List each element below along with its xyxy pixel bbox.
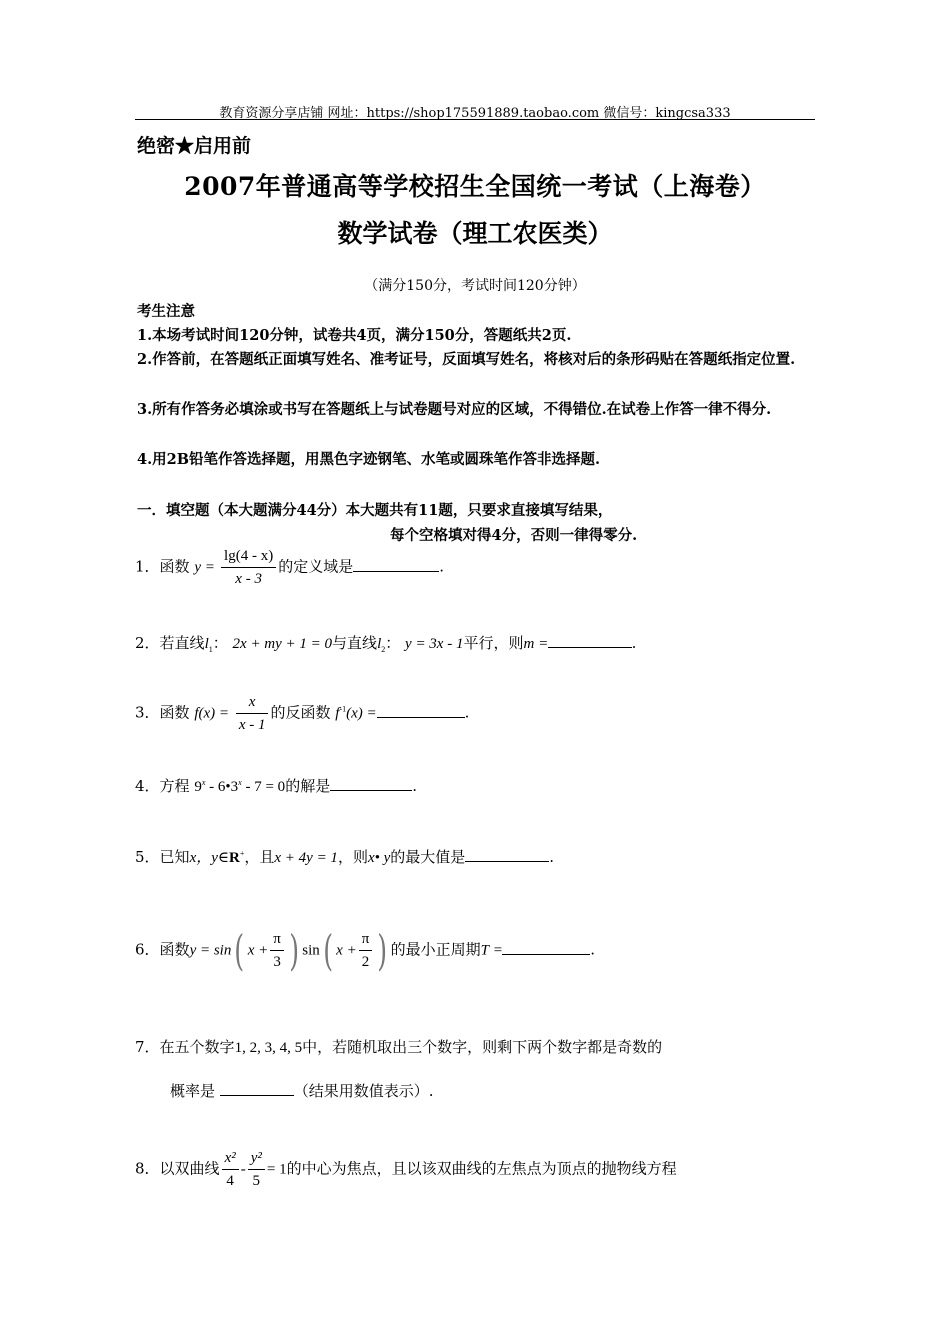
question-5: 5．已知x，y∈R+，且x + 4y = 1，则x• y的最大值是 . xyxy=(135,848,555,866)
notice-heading: 考生注意 xyxy=(137,303,195,320)
right-paren: ) xyxy=(377,925,388,975)
exam-subtitle: 数学试卷（理工农医类） xyxy=(337,219,613,248)
notice-item: 2.作答前，在答题纸正面填写姓名、准考证号，反面填写姓名，将核对后的条形码贴在答题纸指定位置. xyxy=(137,351,796,368)
question-2: 2．若直线$l_1$： 2x + my + 1 = 0与直线$l_2$： y = 3x - 1平行，则m = . xyxy=(135,634,637,654)
fraction: $\frac{\text{x²}}{4}$ xyxy=(222,1147,239,1192)
question-4: 4．方程 9$^x$ - 6•3$^x$ - 7 = 0的解是 . xyxy=(135,777,417,795)
answer-blank xyxy=(377,703,465,718)
right-paren: ) xyxy=(289,925,299,975)
question-8: 8．以双曲线 $\frac{\text{x²}}{4}$ - $\frac{\text{y²}}{5}$ = 1的中心为焦点，且以该双曲线的左焦点为顶点的抛物线方程 xyxy=(135,1147,677,1192)
fraction: $\frac{\pi}{3}$ xyxy=(270,928,284,973)
question-6: 6．函数y = sin( x + $\frac{\pi}{3}$ ) sin( x + $\frac{\pi}{2}$ ) 的最小正周期T = . xyxy=(135,925,596,975)
section-instructions: 每个空格填对得4分，否则一律得零分. xyxy=(390,527,638,544)
answer-blank xyxy=(465,847,549,862)
page-header: 教育资源分享店铺 网址：https://shop175591889.taobao.com 微信号：kingcsa333 xyxy=(219,106,731,121)
section-heading: 一．填空题（本大题满分44分）本大题共有11题，只要求直接填写结果， xyxy=(137,502,613,519)
notice-item: 4.用2B铅笔作答选择题，用黑色字迹钢笔、水笔或圆珠笔作答非选择题. xyxy=(137,451,601,468)
answer-blank xyxy=(502,940,590,955)
header-rule xyxy=(135,119,815,120)
answer-blank xyxy=(330,776,412,791)
question-7: 7．在五个数字1, 2, 3, 4, 5中，若随机取出三个数字，则剩下两个数字都是奇数的 xyxy=(135,1038,663,1056)
fraction: $\frac{\pi}{2}$ xyxy=(359,928,373,973)
answer-blank xyxy=(353,557,439,572)
exam-info: （满分150分，考试时间120分钟） xyxy=(364,278,586,294)
question-1: 1．函数 y = $\frac{\lg(4 - x)}{x - 3}$ 的定义域是 . xyxy=(135,545,444,590)
left-paren: ( xyxy=(234,925,245,975)
question-3: 3．函数 f(x) = $\frac{x}{x - 1}$ 的反函数 $f^{-1}(x)$ = . xyxy=(135,691,469,736)
notice-item: 3.所有作答务必填涂或书写在答题纸上与试卷题号对应的区域，不得错位.在试卷上作答一律不得分. xyxy=(137,401,772,418)
question-7-line2: 概率是 （结果用数值表示）. xyxy=(170,1082,434,1100)
secret-label: 绝密★启用前 xyxy=(137,135,252,157)
left-paren: ( xyxy=(323,925,333,975)
exam-title: 2007年普通高等学校招生全国统一考试（上海卷） xyxy=(184,172,766,201)
fraction: $\frac{x}{x - 1}$ xyxy=(236,691,269,736)
answer-blank xyxy=(220,1081,294,1096)
fraction: $\frac{\lg(4 - x)}{x - 3}$ xyxy=(221,545,276,590)
answer-blank xyxy=(548,633,632,648)
notice-item: 1.本场考试时间120分钟，试卷共4页，满分150分，答题纸共2页. xyxy=(137,327,572,344)
fraction: $\frac{\text{y²}}{5}$ xyxy=(248,1147,265,1192)
